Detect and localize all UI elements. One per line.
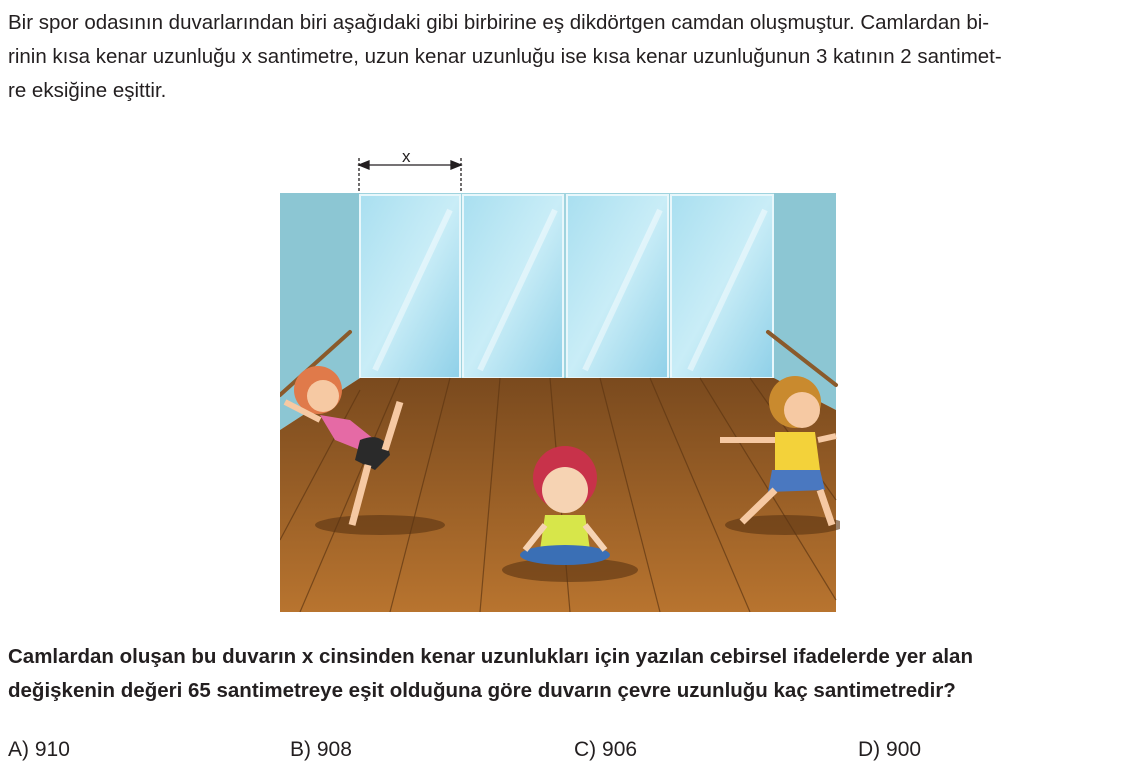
mirror-panes bbox=[360, 195, 773, 378]
option-b[interactable] bbox=[290, 738, 352, 762]
option-letter: C) bbox=[574, 738, 597, 761]
prompt-line: Camlardan oluşan bu duvarın x cinsinden kenar uzunlukları için yazılan cebirsel ifadelerde yer alan bbox=[8, 645, 973, 668]
option-value: 900 bbox=[886, 738, 922, 761]
option-d[interactable] bbox=[858, 738, 921, 762]
dimension-arrow bbox=[359, 158, 461, 198]
option-value: 910 bbox=[34, 738, 70, 761]
option-letter: B) bbox=[290, 738, 311, 761]
option-value: 906 bbox=[602, 738, 638, 761]
prompt-line: değişkenin değeri 65 santimetreye eşit olduğuna göre duvarın çevre uzunluğu kaç santimetredir? bbox=[8, 679, 956, 702]
intro-line: Bir spor odasının duvarlarından biri aşağıdaki gibi birbirine eş dikdörtgen camdan oluşmuştur. Camlardan bi- bbox=[8, 11, 990, 34]
option-c[interactable] bbox=[574, 738, 637, 762]
option-letter: A) bbox=[8, 738, 29, 761]
gym-wall-illustration bbox=[280, 140, 840, 612]
option-letter: D) bbox=[858, 738, 881, 761]
question-prompt bbox=[8, 640, 1113, 708]
option-value: 908 bbox=[316, 738, 352, 761]
dimension-label-x: x bbox=[402, 147, 411, 166]
option-a[interactable] bbox=[8, 738, 70, 762]
intro-line: re eksiğine eşittir. bbox=[8, 79, 167, 102]
intro-line: rinin kısa kenar uzunluğu x santimetre, uzun kenar uzunluğu ise kısa kenar uzunluğunun 3 katının 2 santimet- bbox=[8, 45, 1002, 68]
question-intro bbox=[8, 6, 1108, 108]
